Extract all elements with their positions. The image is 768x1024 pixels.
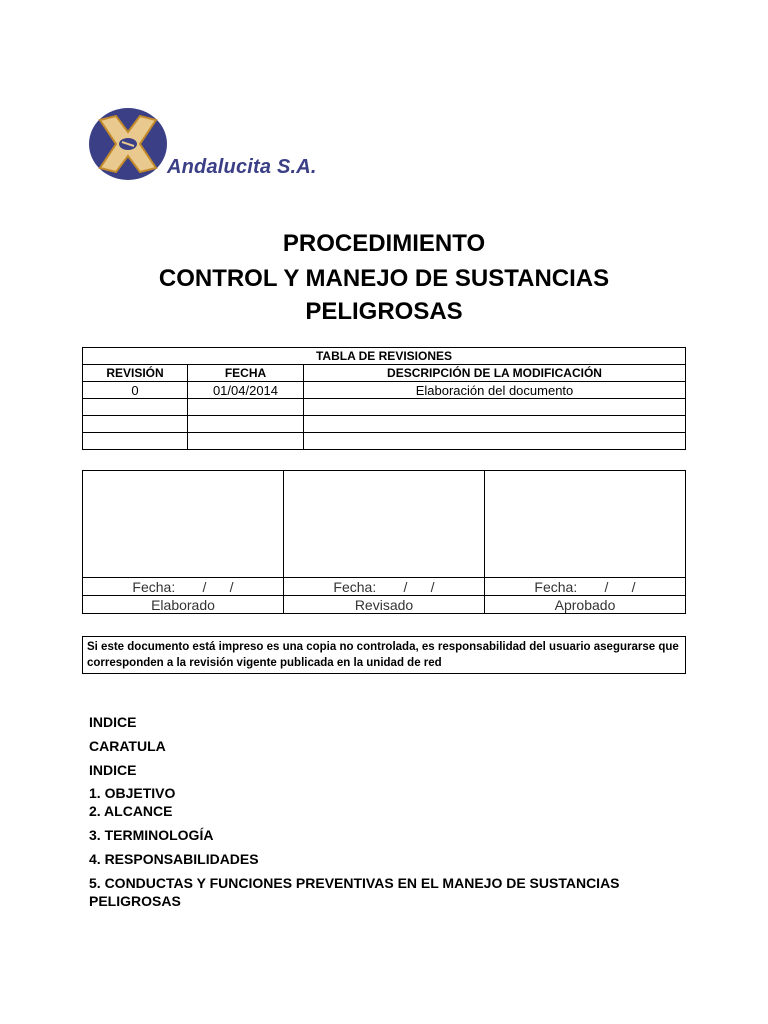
index-item: 4. RESPONSABILIDADES xyxy=(89,851,259,867)
cell-revision xyxy=(83,433,188,450)
index-item: 3. TERMINOLOGÍA xyxy=(89,827,214,843)
cell-description xyxy=(304,399,686,416)
company-logo xyxy=(88,106,338,186)
role-elaborated: Elaborado xyxy=(83,596,284,614)
cell-revision xyxy=(83,399,188,416)
date-field-approved: Fecha: / / xyxy=(485,578,686,596)
revisions-table xyxy=(82,347,686,450)
cell-revision: 0 xyxy=(83,382,188,399)
cell-description xyxy=(304,416,686,433)
table-row xyxy=(83,416,686,433)
cell-date xyxy=(188,433,304,450)
signature-box-approved xyxy=(485,471,686,578)
table-row xyxy=(83,399,686,416)
signature-box-elaborated xyxy=(83,471,284,578)
index-item: 5. CONDUCTAS Y FUNCIONES PREVENTIVAS EN EL MANEJO DE SUSTANCIAS xyxy=(89,875,620,891)
index-item: 1. OBJETIVO xyxy=(89,785,176,801)
index-heading: INDICE xyxy=(89,714,137,730)
header-date: FECHA xyxy=(188,365,304,382)
cell-revision xyxy=(83,416,188,433)
role-approved: Aprobado xyxy=(485,596,686,614)
company-name: Andalucita S.A. xyxy=(167,156,317,178)
uncontrolled-copy-notice: Si este documento está impreso es una copia no controlada, es responsabilidad del usuario asegurarse que corresponden a la revisión vigente publicada en la unidad de red xyxy=(82,636,686,674)
table-row xyxy=(83,382,686,399)
title-line-3: PELIGROSAS xyxy=(305,298,463,325)
index-item: 2. ALCANCE xyxy=(89,803,173,819)
revisions-table-caption: TABLA DE REVISIONES xyxy=(83,348,686,365)
date-field-elaborated: Fecha: / / xyxy=(83,578,284,596)
header-revision: REVISIÓN xyxy=(83,365,188,382)
table-row xyxy=(83,433,686,450)
signature-box-reviewed xyxy=(284,471,485,578)
cell-date: 01/04/2014 xyxy=(188,382,304,399)
signatures-table xyxy=(82,470,686,614)
header-description: DESCRIPCIÓN DE LA MODIFICACIÓN xyxy=(304,365,686,382)
cell-date xyxy=(188,416,304,433)
cell-description: Elaboración del documento xyxy=(304,382,686,399)
cell-description xyxy=(304,433,686,450)
index-item: INDICE xyxy=(89,762,137,778)
title-line-1: PROCEDIMIENTO xyxy=(282,230,486,257)
cell-date xyxy=(188,399,304,416)
index-item: CARATULA xyxy=(89,738,166,754)
index-item: PELIGROSAS xyxy=(89,893,181,909)
logo-emblem-icon xyxy=(88,106,170,182)
title-line-2: CONTROL Y MANEJO DE SUSTANCIAS xyxy=(158,265,610,292)
date-field-reviewed: Fecha: / / xyxy=(284,578,485,596)
role-reviewed: Revisado xyxy=(284,596,485,614)
